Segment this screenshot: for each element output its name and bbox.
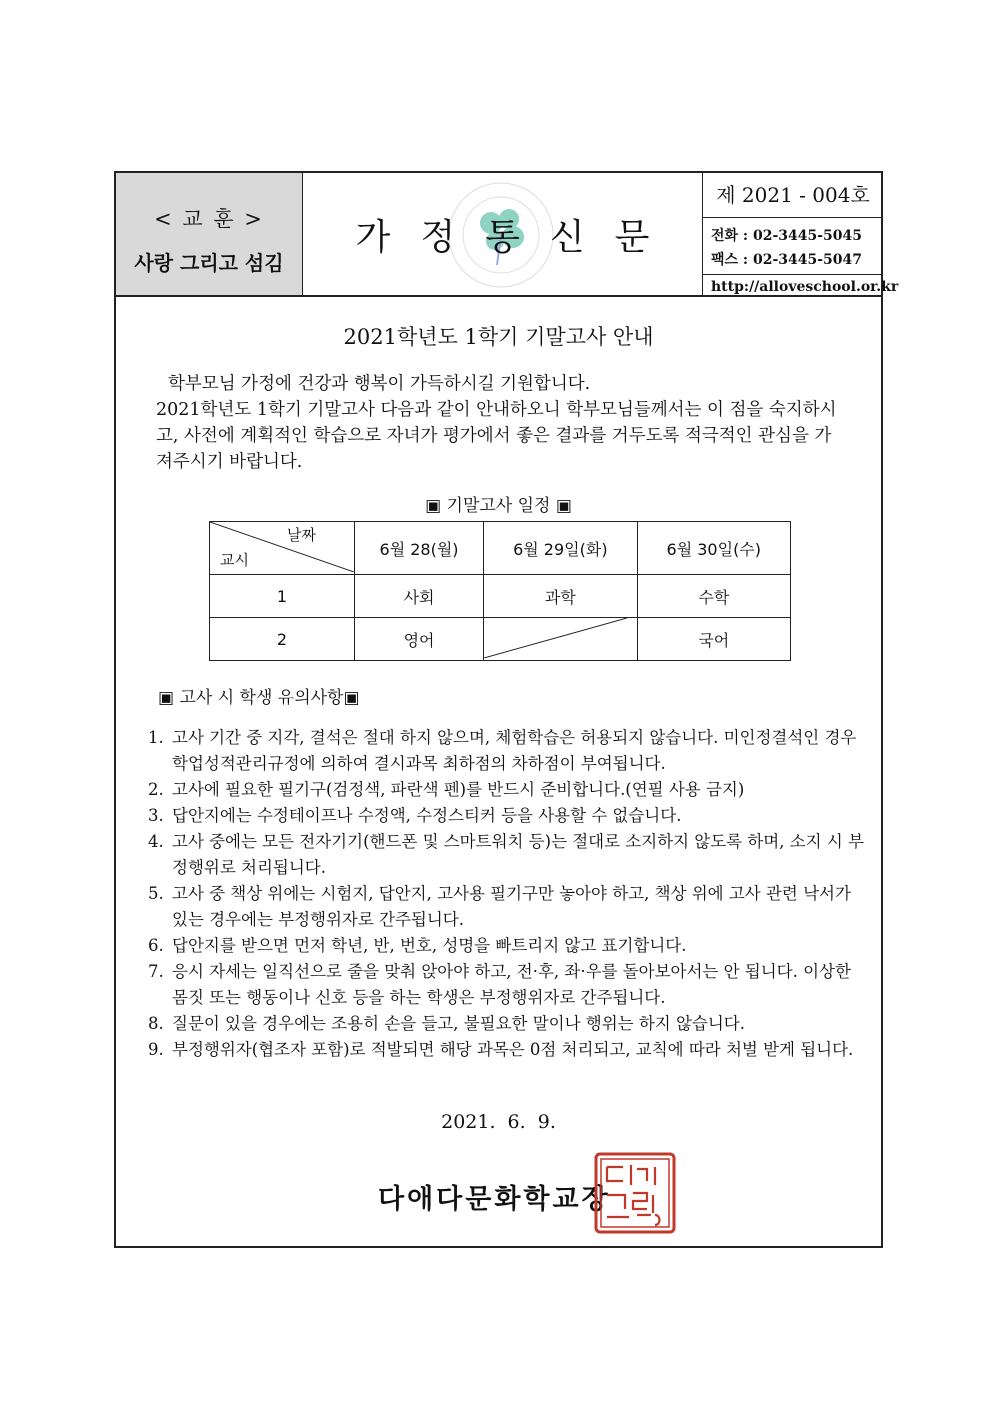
greeting: 학부모님 가정에 건강과 행복이 가득하시길 기원합니다. <box>168 374 591 394</box>
list-item: 5. 고사 중 책상 위에는 시험지, 답안지, 고사용 필기구만 놓아야 하고, 책상 위에 고사 관련 낙서가 있는 경우에는 부정행위자로 간주됩니다. <box>148 884 851 929</box>
school-motto <box>116 173 303 295</box>
motto-text: 사랑 그리고 섬김 <box>134 251 284 275</box>
intro-body: 2021학년도 1학기 기말고사 다음과 같이 안내하오니 학부모님들께서는 이 점을 숙지하시고, 사전에 계획적인 학습으로 자녀가 평가에서 좋은 결과를 거두도록 적극적인 관심을 가져주시기 바랍니다. <box>156 400 837 472</box>
diagonal-line <box>484 618 627 658</box>
contact-info <box>703 218 899 299</box>
subject-cell: 영어 <box>355 618 484 661</box>
subject-cell: 과학 <box>484 575 637 618</box>
list-item: 4. 고사 중에는 모든 전자기기(핸드폰 및 스마트워치 등)는 절대로 소지하지 않도록 하며, 소지 시 부정행위로 처리됩니다. <box>148 832 864 877</box>
period-cell: 2 <box>210 618 355 661</box>
issue-number: 제 2021 - 004호 <box>703 173 883 218</box>
list-item: 3. 답안지에는 수정테이프나 수정액, 수정스티커 등을 사용할 수 없습니다. <box>148 806 682 825</box>
fax-number: 팩스 : 02-3445-5047 <box>711 252 862 268</box>
table-row <box>210 575 791 618</box>
subject-cell: 국어 <box>637 618 790 661</box>
list-item: 9. 부정행위자(협조자 포함)로 적발되면 해당 과목은 0점 처리되고, 교칙에 따라 처벌 받게 됩니다. <box>148 1040 854 1059</box>
issue-info <box>703 173 899 295</box>
list-item: 7. 응시 자세는 일직선으로 줄을 맞춰 앉아야 하고, 전·후, 좌·우를 돌아보아서는 안 됩니다. 이상한 몸짓 또는 행동이나 신호 등을 하는 학생은 부정행위자로 간주됩니다. <box>148 962 851 1007</box>
list-item: 1. 고사 기간 중 지각, 결석은 절대 하지 않으며, 체험학습은 허용되지 않습니다. 미인정결석인 경우 학업성적관리규정에 의하여 결시과목 최하점의 차하점이 부여됩니다. <box>148 728 857 773</box>
schedule-title: ▣ 기말고사 일정 ▣ <box>425 496 572 516</box>
school-url: http://alloveschool.or.kr <box>703 274 883 299</box>
newsletter-frame <box>114 171 899 1248</box>
phone-number: 전화 : 02-3445-5045 <box>711 228 862 244</box>
corner-period-label: 교시 <box>220 551 249 569</box>
list-item: 2. 고사에 필요한 필기구(검정색, 파란색 펜)를 반드시 준비합니다.(연필 사용 금지) <box>148 780 745 799</box>
date-header: 6월 28(월) <box>355 522 484 575</box>
newsletter-header <box>116 173 899 297</box>
table-header-row <box>210 522 791 575</box>
title-cell <box>303 173 703 295</box>
notes-title: ▣ 고사 시 학생 유의사항▣ <box>158 688 360 708</box>
date-header: 6월 29일(화) <box>484 522 637 575</box>
intro-text <box>156 371 846 475</box>
list-item: 6. 답안지를 받으면 먼저 학년, 반, 번호, 성명을 빠트리지 않고 표기합니다. <box>148 936 687 955</box>
subject-cell: 사회 <box>355 575 484 618</box>
subject-cell: 수학 <box>637 575 790 618</box>
corner-date-label: 날짜 <box>287 526 316 544</box>
issue-date: 2021. 6. 9. <box>441 1111 556 1133</box>
corner-cell <box>210 522 355 575</box>
period-cell: 1 <box>210 575 355 618</box>
official-seal-icon <box>593 1151 677 1235</box>
date-header: 6월 30일(수) <box>637 522 790 575</box>
exam-schedule-table <box>209 521 791 661</box>
notes-list <box>148 725 868 1063</box>
newsletter-title: 가정통신문 <box>355 217 680 258</box>
document-title: 2021학년도 1학기 기말고사 안내 <box>343 325 654 349</box>
motto-label: < 교 훈 > <box>154 207 264 231</box>
principal-signature: 다애다문화학교장 <box>378 1184 611 1215</box>
list-item: 8. 질문이 있을 경우에는 조용히 손을 들고, 불필요한 말이나 행위는 하지 않습니다. <box>148 1014 745 1033</box>
empty-slot-cell <box>484 618 637 661</box>
table-row <box>210 618 791 661</box>
